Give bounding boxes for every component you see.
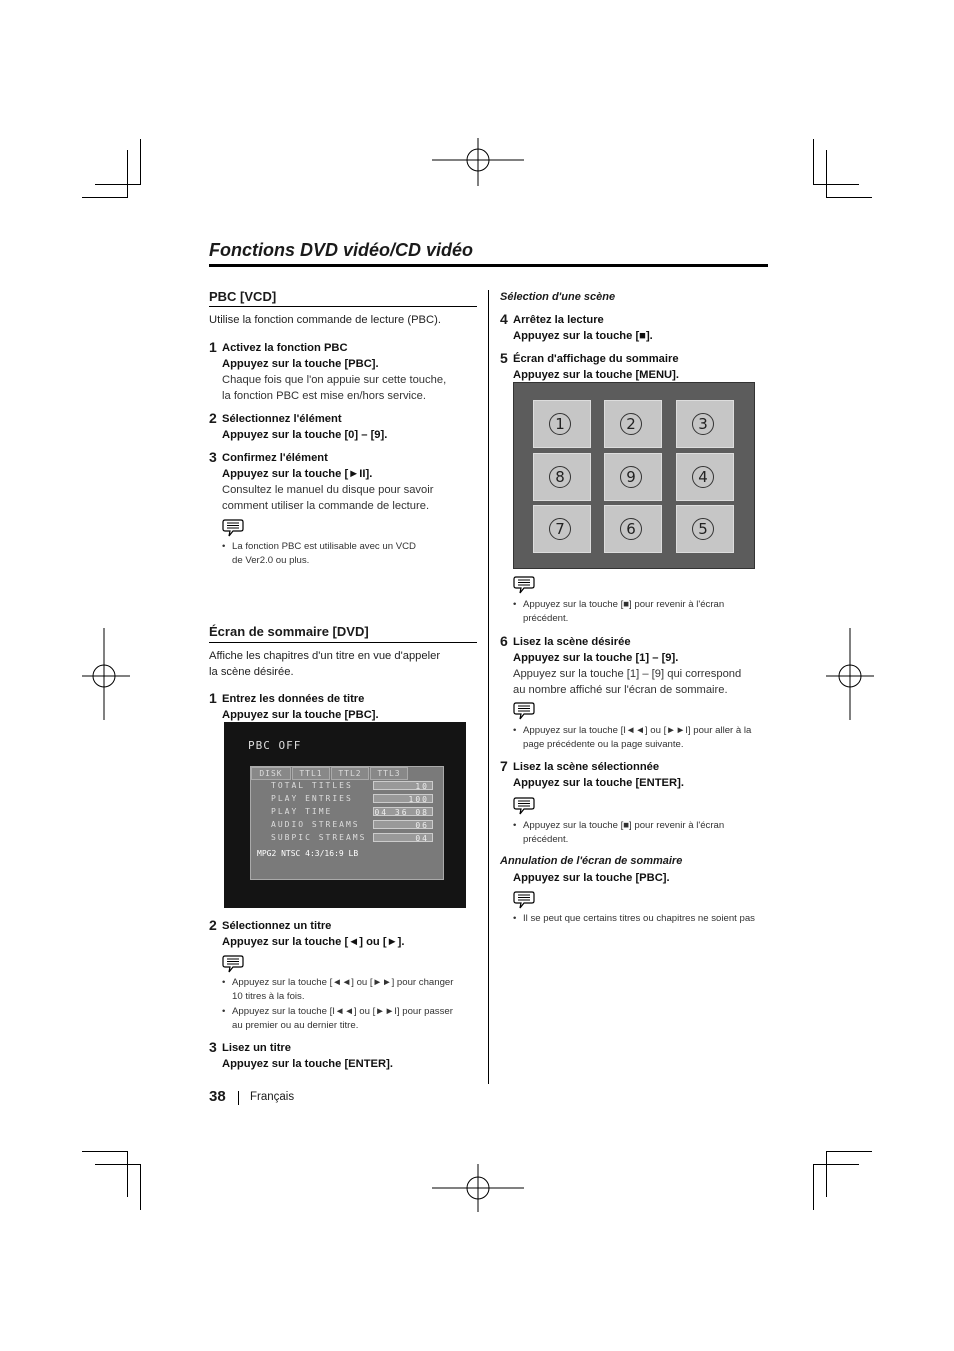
screen-panel: [250, 766, 444, 880]
step-number: 3: [209, 449, 217, 465]
registration-mark-top: [432, 138, 524, 186]
dvd-note: • Appuyez sur la touche [◄◄] ou [►►] pour changer 10 titres à la fois.: [222, 976, 472, 1006]
step-title: Lisez un titre: [222, 1042, 291, 1054]
dvd-menu-intro: [209, 648, 440, 680]
note-line: Il se peut que certains titres ou chapitres ne soient pas: [523, 913, 755, 924]
step-desc: Appuyez sur la touche [1] – [9] qui correspond: [513, 668, 742, 680]
registration-mark-right: [826, 628, 874, 720]
pbc-vcd-heading: PBC [VCD]: [209, 289, 277, 304]
step-number: 3: [209, 1039, 217, 1055]
screen-title: PBC OFF: [248, 739, 302, 752]
screen-row: [257, 793, 437, 804]
row-label: AUDIO STREAMS: [271, 820, 360, 829]
intro-line: Affiche les chapitres d'un titre en vue d'appeler: [209, 650, 441, 662]
intro-line: la scène désirée.: [209, 666, 294, 678]
scene-tile: [676, 505, 734, 553]
step-title: Lisez la scène désirée: [513, 636, 631, 648]
step-action: Appuyez sur la touche [PBC].: [222, 358, 379, 370]
page-number: 38: [209, 1088, 226, 1105]
screen-footer: MPG2 NTSC 4:3/16:9 LB: [257, 849, 359, 858]
scene-note: • Appuyez sur la touche [■] pour revenir à l'écran précédent.: [513, 598, 763, 628]
dvd-note: • Appuyez sur la touche [I◄◄] ou [►►I] pour passer au premier ou au dernier titre.: [222, 1005, 472, 1035]
note-line: Appuyez sur la touche [◄◄] ou [►►] pour changer: [232, 977, 454, 988]
tile-number: 4: [692, 466, 714, 488]
step-title: Confirmez l'élément: [222, 452, 328, 464]
step-action: Appuyez sur la touche [►II].: [222, 468, 373, 480]
tile-number: 2: [620, 413, 642, 435]
cancel-note: • Il se peut que certains titres ou chapitres ne soient pas: [513, 912, 773, 928]
step-title: Entrez les données de titre: [222, 693, 365, 705]
scene-note: • Appuyez sur la touche [■] pour revenir à l'écran précédent.: [513, 819, 763, 849]
step-action: Appuyez sur la touche [ENTER].: [222, 1058, 393, 1070]
note-icon: [222, 518, 244, 538]
pbc-vcd-rule: [209, 306, 477, 307]
row-value: 10: [373, 781, 433, 790]
step-desc: Chaque fois que l'on appuie sur cette touche,: [222, 374, 447, 386]
note-icon: [513, 701, 535, 721]
dvd-menu-heading: Écran de sommaire [DVD]: [209, 624, 369, 639]
cancel-action: Appuyez sur la touche [PBC].: [513, 872, 670, 884]
registration-mark-left: [82, 628, 130, 720]
scene-tile: [604, 505, 662, 553]
scene-tile: [604, 453, 662, 501]
screen-row: [257, 819, 437, 830]
screen-row: [257, 780, 437, 791]
row-value: 06: [373, 820, 433, 829]
step-desc: au nombre affiché sur l'écran de sommaire.: [513, 684, 728, 696]
tile-number: 1: [549, 413, 571, 435]
step-title: Arrêtez la lecture: [513, 314, 604, 326]
step-number: 1: [209, 339, 217, 355]
scene-note: • Appuyez sur la touche [I◄◄] ou [►►I] pour aller à la page précédente ou la page suivante.: [513, 724, 773, 754]
step-number: 7: [500, 758, 508, 774]
note-line: Appuyez sur la touche [■] pour revenir à l'écran: [523, 599, 725, 610]
scene-tile: [533, 505, 591, 553]
step-desc: Consultez le manuel du disque pour savoir: [222, 484, 434, 496]
note-line: 10 titres à la fois.: [232, 991, 305, 1002]
scene-tile: [604, 400, 662, 448]
step-number: 1: [209, 690, 217, 706]
page-number-divider: [238, 1091, 239, 1105]
title-rule: [209, 264, 768, 267]
tab-disk: DISK: [251, 767, 291, 780]
row-label: SUBPIC STREAMS: [271, 833, 367, 842]
step-title: Sélectionnez un titre: [222, 920, 332, 932]
tile-number: 8: [549, 466, 571, 488]
note-line: précédent.: [523, 613, 569, 624]
screen-row: [257, 832, 437, 843]
note-line: page précédente ou la page suivante.: [523, 739, 684, 750]
note-icon: [222, 954, 244, 974]
step-action: Appuyez sur la touche [■].: [513, 330, 653, 342]
tab-ttl1: TTL1: [292, 767, 330, 780]
note-line: Appuyez sur la touche [I◄◄] ou [►►I] pour aller à la: [523, 725, 752, 736]
tile-number: 9: [620, 466, 642, 488]
row-value: 100: [373, 794, 433, 803]
tile-number: 5: [692, 518, 714, 540]
step-action: Appuyez sur la touche [0] – [9].: [222, 429, 388, 441]
row-label: PLAY ENTRIES: [271, 794, 353, 803]
page-title: Fonctions DVD vidéo/CD vidéo: [209, 240, 474, 260]
screen-row: [257, 806, 437, 817]
scene-tile: [533, 453, 591, 501]
row-label: PLAY TIME: [271, 807, 333, 816]
menu-screen: [513, 382, 755, 569]
page-language: Français: [250, 1091, 295, 1103]
registration-mark-bottom: [432, 1164, 524, 1212]
step-action: Appuyez sur la touche [1] – [9].: [513, 652, 679, 664]
step-title: Écran d'affichage du sommaire: [513, 353, 679, 365]
row-value: 04 36 08: [373, 807, 433, 816]
scene-tile: [533, 400, 591, 448]
note-icon: [513, 575, 535, 595]
scene-heading: Sélection d'une scène: [500, 291, 616, 303]
step-action: Appuyez sur la touche [ENTER].: [513, 777, 684, 789]
step-number: 6: [500, 633, 508, 649]
note-line: La fonction PBC est utilisable avec un VCD: [232, 541, 416, 552]
step-number: 4: [500, 311, 508, 327]
step-action: Appuyez sur la touche [MENU].: [513, 369, 679, 381]
pbc-note: • La fonction PBC est utilisable avec un VCD de Ver2.0 ou plus.: [222, 540, 472, 570]
note-line: de Ver2.0 ou plus.: [232, 555, 310, 566]
tile-number: 6: [620, 518, 642, 540]
note-line: au premier ou au dernier titre.: [232, 1020, 359, 1031]
step-desc: comment utiliser la commande de lecture.: [222, 500, 430, 512]
step-number: 2: [209, 917, 217, 933]
pbc-vcd-intro: Utilise la fonction commande de lecture (PBC).: [209, 314, 441, 326]
tile-number: 3: [692, 413, 714, 435]
step-number: 2: [209, 410, 217, 426]
step-desc: la fonction PBC est mise en/hors service.: [222, 390, 426, 402]
scene-tile: [676, 400, 734, 448]
cancel-heading: Annulation de l'écran de sommaire: [500, 855, 683, 867]
note-icon: [513, 796, 535, 816]
step-title: Sélectionnez l'élément: [222, 413, 342, 425]
row-label: TOTAL TITLES: [271, 781, 353, 790]
step-number: 5: [500, 350, 508, 366]
tile-number: 7: [549, 518, 571, 540]
pbc-info-screen: [224, 722, 466, 908]
step-title: Lisez la scène sélectionnée: [513, 761, 660, 773]
tab-ttl2: TTL2: [331, 767, 369, 780]
note-line: Appuyez sur la touche [I◄◄] ou [►►I] pour passer: [232, 1006, 453, 1017]
step-action: Appuyez sur la touche [◄] ou [►].: [222, 936, 405, 948]
note-icon: [513, 890, 535, 910]
tab-ttl3: TTL3: [370, 767, 408, 780]
step-action: Appuyez sur la touche [PBC].: [222, 709, 379, 721]
step-title: Activez la fonction PBC: [222, 342, 348, 354]
scene-tile: [676, 453, 734, 501]
dvd-menu-rule: [209, 642, 477, 643]
note-line: Appuyez sur la touche [■] pour revenir à l'écran: [523, 820, 725, 831]
row-value: 04: [373, 833, 433, 842]
note-line: précédent.: [523, 834, 569, 845]
column-divider: [488, 290, 489, 1084]
